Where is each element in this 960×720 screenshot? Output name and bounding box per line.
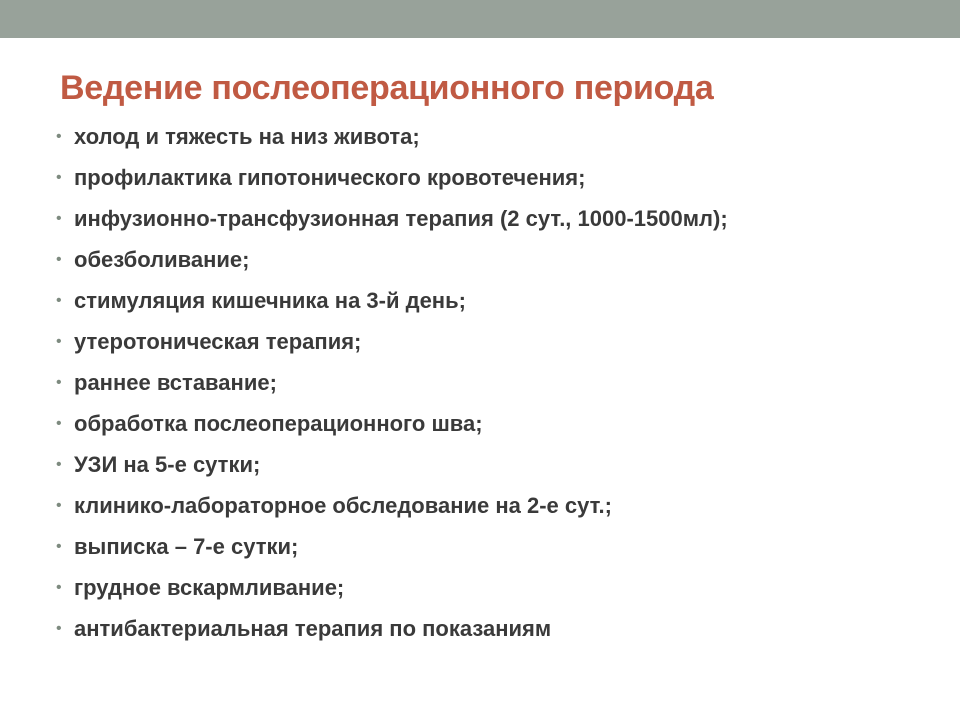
list-item bbox=[56, 204, 836, 234]
bullet-icon: • bbox=[56, 620, 62, 637]
list-item-text: УЗИ на 5-е сутки; bbox=[74, 452, 261, 477]
top-decor-bar bbox=[0, 0, 960, 38]
list-item bbox=[56, 122, 836, 152]
list-item-text: утеротоническая терапия; bbox=[74, 329, 362, 354]
list-item-text: грудное вскармливание; bbox=[74, 575, 345, 600]
bullet-list bbox=[56, 122, 836, 655]
bullet-icon: • bbox=[56, 210, 62, 227]
slide-title: Ведение послеоперационного периода bbox=[60, 69, 714, 107]
list-item bbox=[56, 163, 836, 193]
list-item bbox=[56, 286, 836, 316]
list-item-text: раннее вставание; bbox=[74, 370, 277, 395]
list-item bbox=[56, 409, 836, 439]
bullet-icon: • bbox=[56, 456, 62, 473]
list-item-text: обезболивание; bbox=[74, 247, 250, 272]
bullet-icon: • bbox=[56, 374, 62, 391]
list-item bbox=[56, 614, 836, 644]
bullet-icon: • bbox=[56, 579, 62, 596]
bullet-icon: • bbox=[56, 128, 62, 145]
list-item-text: клинико-лабораторное обследование на 2-е сут.; bbox=[74, 493, 612, 518]
list-item bbox=[56, 532, 836, 562]
list-item bbox=[56, 327, 836, 357]
list-item-text: антибактериальная терапия по показаниям bbox=[74, 616, 552, 641]
bullet-icon: • bbox=[56, 538, 62, 555]
list-item-text: обработка послеоперационного шва; bbox=[74, 411, 483, 436]
list-item-text: профилактика гипотонического кровотечения; bbox=[74, 165, 586, 190]
bullet-icon: • bbox=[56, 415, 62, 432]
list-item bbox=[56, 245, 836, 275]
list-item bbox=[56, 491, 836, 521]
bullet-icon: • bbox=[56, 251, 62, 268]
bullet-icon: • bbox=[56, 497, 62, 514]
list-item bbox=[56, 573, 836, 603]
bullet-icon: • bbox=[56, 333, 62, 350]
bullet-icon: • bbox=[56, 292, 62, 309]
list-item-text: инфузионно-трансфузионная терапия (2 сут., 1000-1500мл); bbox=[74, 206, 728, 231]
list-item bbox=[56, 368, 836, 398]
bullet-icon: • bbox=[56, 169, 62, 186]
list-item bbox=[56, 450, 836, 480]
list-item-text: стимуляция кишечника на 3-й день; bbox=[74, 288, 466, 313]
list-item-text: холод и тяжесть на низ живота; bbox=[74, 124, 420, 149]
list-item-text: выписка – 7-е сутки; bbox=[74, 534, 299, 559]
